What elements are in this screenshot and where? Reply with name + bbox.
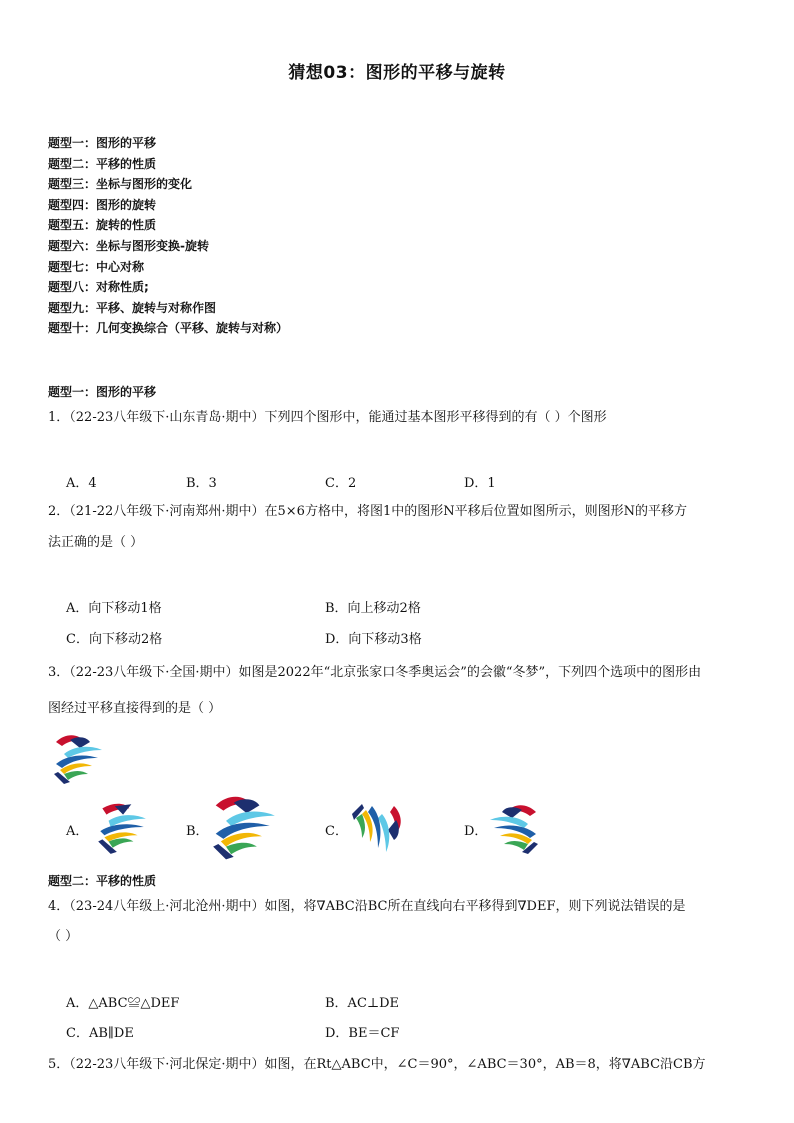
q1-option-b: B．3 — [186, 476, 217, 491]
q4-option-a: A．△ABC≌△DEF — [66, 996, 180, 1011]
option-a-emblem-image — [92, 798, 150, 856]
q1-option-d: D．1 — [464, 476, 496, 491]
q3-option-c: C． — [325, 824, 348, 839]
q4-option-b: B．AC⊥DE — [325, 996, 400, 1011]
toc-item: 题型二：平移的性质 — [48, 156, 157, 171]
toc-item: 题型四：图形的旋转 — [48, 197, 157, 212]
question-3-line-2: 图经过平移直接得到的是（ ） — [48, 701, 222, 716]
option-b-emblem-image — [208, 788, 280, 864]
q2-option-d: D．向下移动3格 — [325, 632, 422, 647]
section-heading: 题型二：平移的性质 — [48, 874, 157, 888]
q4-option-c: C．AB∥DE — [66, 1026, 134, 1041]
option-c-emblem-image — [350, 800, 406, 856]
q3-option-a: A． — [66, 824, 89, 839]
q1-option-a: A．4 — [66, 476, 97, 491]
q4-option-d: D．BE＝CF — [325, 1026, 400, 1041]
toc-item: 题型八：对称性质; — [48, 280, 149, 295]
toc-item: 题型六：坐标与图形变换-旋转 — [48, 238, 209, 253]
toc-item: 题型三：坐标与图形的变化 — [48, 177, 193, 192]
winter-dream-emblem — [50, 730, 106, 786]
q1-option-c: C．2 — [325, 476, 357, 491]
q3-option-d: D． — [464, 824, 488, 839]
question-5-line-1: 5．（22-23八年级下·河北保定·期中）如图，在Rt△ABC中，∠C＝90°，∠ABC＝30°，AB＝8，将∇ABC沿CB方 — [48, 1057, 706, 1072]
toc-item: 题型十：几何变换综合（平移、旋转与对称） — [48, 321, 289, 336]
q3-option-b: B． — [186, 824, 209, 839]
question-2-line-2: 法正确的是（ ） — [48, 535, 144, 550]
question-3-line-1: 3．（22-23八年级下·全国·期中）如图是2022年“北京张家口冬季奥运会”的会徽“冬梦”，下列四个选项中的图形由 — [48, 665, 702, 680]
toc-item: 题型一：图形的平移 — [48, 136, 157, 150]
page-title: 猜想03：图形的平移与旋转 — [288, 63, 506, 83]
q2-option-a: A．向下移动1格 — [66, 601, 162, 616]
question-4-line-1: 4．（23-24八年级上·河北沧州·期中）如图，将∇ABC沿BC所在直线向右平移得到∇DEF，则下列说法错误的是 — [48, 899, 686, 914]
option-d-emblem-image — [486, 800, 542, 856]
section-heading: 题型一：图形的平移 — [48, 385, 157, 399]
toc-item: 题型九：平移、旋转与对称作图 — [48, 300, 217, 315]
question-2-line-1: 2．（21-22八年级下·河南郑州·期中）在5×6方格中，将图1中的图形N平移后位置如图所示，则图形N的平移方 — [48, 504, 687, 519]
q2-option-c: C．向下移动2格 — [66, 632, 163, 647]
toc-item: 题型七：中心对称 — [48, 259, 145, 274]
question-4-line-2: （ ） — [48, 929, 79, 944]
toc-item: 题型五：旋转的性质 — [48, 218, 157, 233]
question-type-list — [48, 133, 288, 339]
question-1-text: 1．（22-23八年级下·山东青岛·期中）下列四个图形中，能通过基本图形平移得到的有（ ）个图形 — [48, 410, 607, 425]
q2-option-b: B．向上移动2格 — [325, 601, 421, 616]
